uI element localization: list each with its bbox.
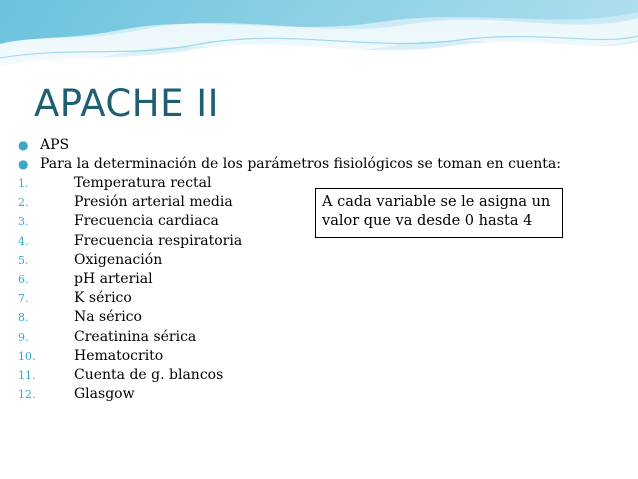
callout-line: A cada variable se le asigna un	[322, 194, 551, 210]
item-number: 7.	[18, 292, 29, 306]
callout-line: valor que va desde 0 hasta 4	[322, 213, 533, 229]
circle-bullet-icon: ●	[18, 157, 29, 171]
item-number: 2.	[18, 196, 29, 210]
item-text: Cuenta de g. blancos	[74, 366, 224, 383]
item-text: Frecuencia cardiaca	[74, 213, 219, 230]
list-item	[18, 193, 242, 212]
parameter-list	[18, 174, 242, 404]
list-item	[18, 328, 242, 347]
item-text: Creatinina sérica	[74, 328, 197, 345]
item-number: 12.	[18, 388, 36, 402]
item-number: 4.	[18, 234, 29, 248]
item-number: 5.	[18, 253, 29, 267]
item-text: Temperatura rectal	[74, 175, 212, 191]
list-item	[18, 251, 242, 270]
item-text: Glasgow	[74, 386, 135, 403]
list-item	[18, 232, 242, 251]
item-number: 11.	[18, 368, 36, 382]
page-title: APACHE II	[34, 82, 220, 125]
list-item	[18, 155, 561, 174]
item-number: 10.	[18, 349, 36, 363]
list-item	[18, 289, 242, 308]
list-item	[18, 270, 242, 289]
circle-bullet-icon: ●	[18, 138, 29, 152]
item-text: K sérico	[74, 290, 132, 307]
bullet-text: Para la determinación de los parámetros fisiológicos se toman en cuenta:	[40, 156, 561, 172]
item-text: Na sérico	[74, 309, 142, 326]
item-text: Hematocrito	[74, 347, 164, 364]
item-text: Frecuencia respiratoria	[74, 232, 243, 249]
list-item	[18, 212, 242, 231]
item-number: 6.	[18, 272, 29, 286]
list-item	[18, 308, 242, 327]
list-item	[18, 347, 242, 366]
item-number: 9.	[18, 330, 29, 344]
callout-box	[315, 188, 563, 238]
item-number: 1.	[18, 177, 29, 190]
bullet-list	[18, 136, 561, 174]
item-text: Oxigenación	[74, 251, 163, 268]
item-number: 8.	[18, 311, 29, 325]
list-item	[18, 385, 242, 404]
list-item	[18, 174, 242, 193]
item-text: Presión arterial media	[74, 194, 233, 211]
bullet-text: APS	[40, 137, 70, 153]
item-number: 3.	[18, 215, 29, 229]
header-wave-decoration	[0, 0, 638, 80]
list-item	[18, 366, 242, 385]
list-item	[18, 136, 561, 155]
item-text: pH arterial	[74, 270, 153, 287]
